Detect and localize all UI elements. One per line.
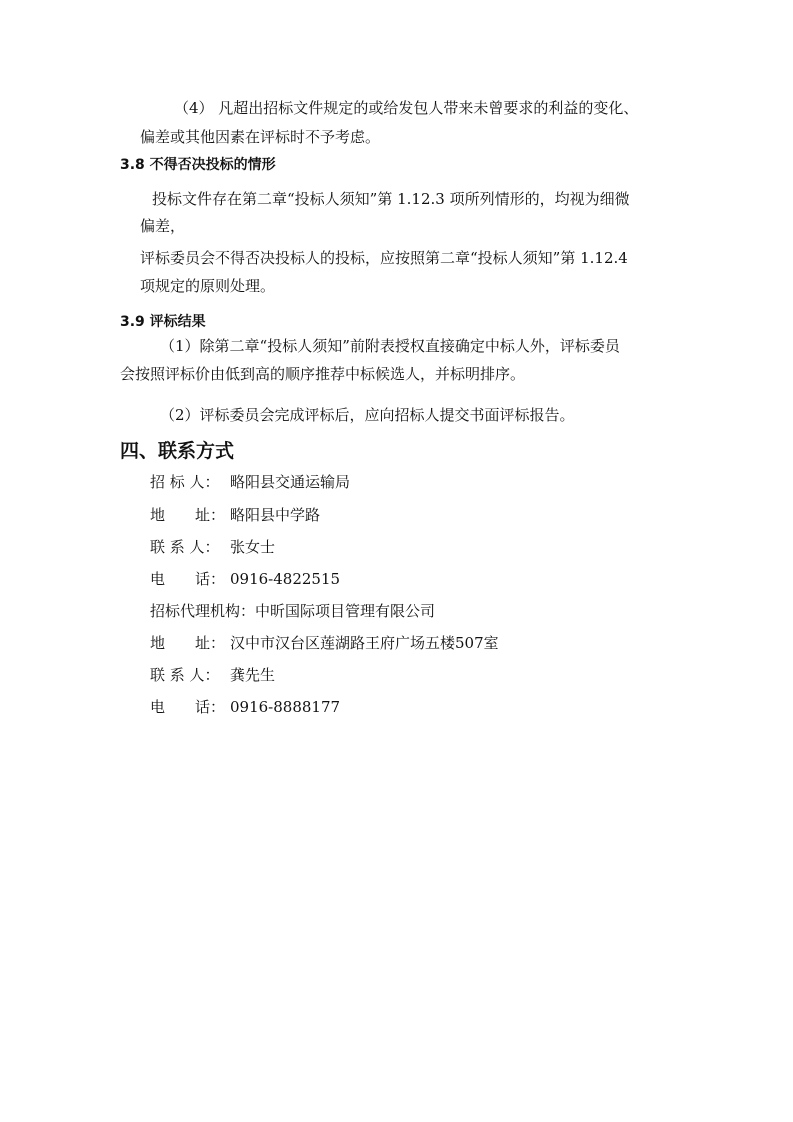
- agency-contact-value: 龚先生: [230, 666, 276, 684]
- section-3-9-item1-line1: （1）除第二章“投标人须知”前附表授权直接确定中标人外，评标委员: [160, 337, 620, 355]
- agency-org-label: 招标代理机构：: [150, 602, 256, 620]
- tenderer-phone-row: [150, 569, 340, 589]
- agency-address-value: 汉中市汉台区莲湖路王府广场五楼507室: [230, 634, 499, 652]
- tenderer-address-value: 略阳县中学路: [230, 506, 321, 524]
- section-3-8-para2-line2: 项规定的原则处理。: [140, 277, 276, 295]
- contact-section-heading: 四、联系方式: [120, 440, 235, 462]
- clause-4-line-2: 偏差或其他因素在评标时不予考虑。: [140, 128, 381, 146]
- tenderer-org-value: 略阳县交通运输局: [230, 473, 351, 491]
- tenderer-phone-value: 0916-4822515: [230, 570, 341, 588]
- tenderer-org-label: 招 标 人：: [150, 473, 220, 491]
- tenderer-contact-label: 联 系 人：: [150, 538, 220, 556]
- agency-phone-value: 0916-8888177: [230, 698, 341, 716]
- tenderer-org-row: [150, 472, 350, 492]
- tenderer-address-row: [150, 505, 320, 525]
- section-3-8-para2-line1: 评标委员会不得否决投标人的投标，应按照第二章“投标人须知”第 1.12.4: [140, 249, 628, 267]
- agency-phone-label: 电 话：: [150, 698, 226, 716]
- agency-contact-label: 联 系 人：: [150, 666, 220, 684]
- agency-org-value: 中昕国际项目管理有限公司: [255, 602, 436, 620]
- tenderer-address-label: 地 址：: [150, 506, 226, 524]
- agency-contact-row: [150, 665, 275, 685]
- tenderer-contact-row: [150, 537, 275, 557]
- tenderer-contact-value: 张女士: [230, 538, 276, 556]
- section-3-8-para1-line1: 投标文件存在第二章“投标人须知”第 1.12.3 项所列情形的，均视为细微: [152, 190, 630, 208]
- agency-address-row: [150, 633, 499, 653]
- tenderer-phone-label: 电 话：: [150, 570, 226, 588]
- section-3-8-heading: 3.8 不得否决投标的情形: [120, 157, 276, 173]
- agency-phone-row: [150, 697, 340, 717]
- section-3-9-item2: （2）评标委员会完成评标后，应向招标人提交书面评标报告。: [160, 406, 575, 424]
- agency-address-label: 地 址：: [150, 634, 226, 652]
- section-3-9-item1-line2: 会按照评标价由低到高的顺序推荐中标候选人，并标明排序。: [120, 365, 526, 383]
- section-3-8-para1-line2: 偏差，: [140, 217, 186, 235]
- section-3-9-heading: 3.9 评标结果: [120, 314, 206, 330]
- clause-4-line-1: （4） 凡超出招标文件规定的或给发包人带来未曾要求的利益的变化、: [174, 99, 639, 117]
- agency-org-row: [150, 601, 435, 621]
